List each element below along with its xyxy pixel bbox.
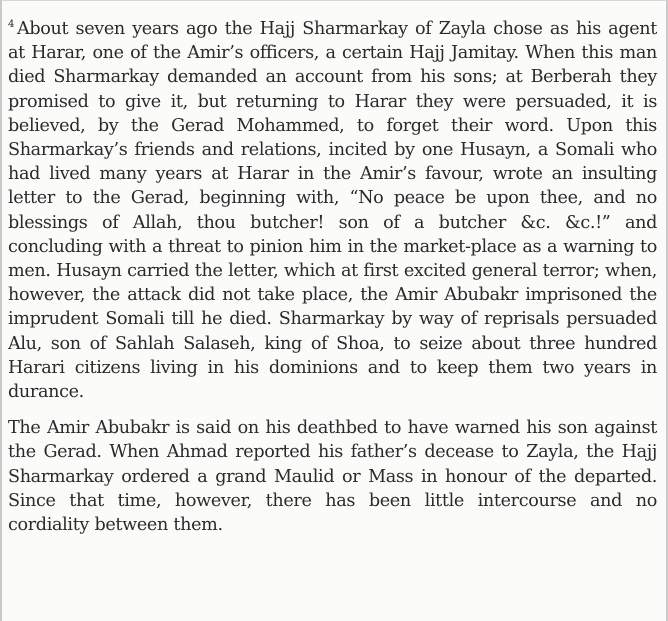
footnote-text bbox=[8, 17, 657, 537]
paragraph-text: About seven years ago the Hajj Sharmarkay of Zayla chose as his agent at Harar, one of the Amir’s officers, a certain Hajj Jamitay. When this man died Sharmarkay demanded an account from his sons; at Berberah they promised to give it, but returning to Harar they were persuaded, it is believed, by the Gerad Mohammed, to forget their word. Upon this Sharmarkay’s friends and relations, incited by one Husayn, a Somali who had lived many years at Harar in the Amir’s favour, wrote an insulting letter to the Gerad, beginning with, “No peace be upon thee, and no blessings of Allah, thou butcher! son of a butcher &c. &c.!” and concluding with a threat to pinion him in the market-place as a warning to men. Husayn carried the letter, which at first excited general terror; when, however, the attack did not take place, the Amir Abubakr imprisoned the imprudent Somali till he died. Sharmarkay by way of reprisals persuaded Alu, son of Sahlah Salaseh, king of Shoa, to seize about three hundred Harari citizens living in his dominions and to keep them two years in durance. bbox=[8, 19, 657, 403]
footnote-paragraph-2 bbox=[8, 416, 657, 537]
footnote-marker: 4 bbox=[8, 19, 15, 30]
paragraph-text: The Amir Abubakr is said on his deathbed to have warned his son against the Gerad. When Ahmad reported his father’s decease to Zayla, the Hajj Sharmarkay ordered a grand Maulid or Mass in honour of the departed. Since that time, however, there has been little intercourse and no cordiality between them. bbox=[8, 418, 657, 536]
footnote-paragraph-1 bbox=[8, 17, 657, 404]
